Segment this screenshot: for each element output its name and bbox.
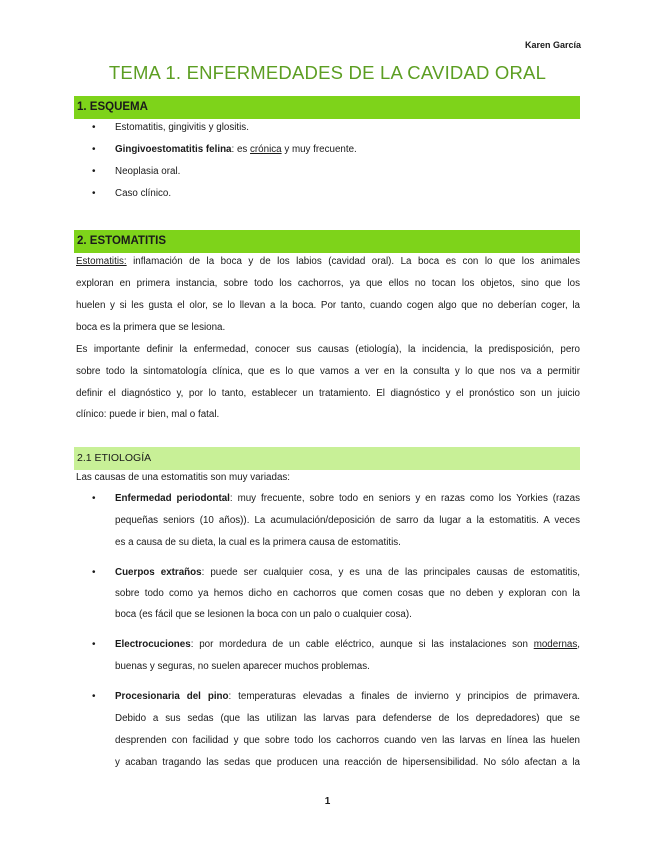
bullet-icon: • [92,144,96,155]
list-item-line: y acaban tragando las sedas que producen una reacción de hipersensibilidad. No sólo afectan a la [115,757,580,768]
list-item [115,638,580,652]
paragraph-line: huelen y si les gusta el olor, se lo llevan a la boca. Por tanto, cuando cogen algo que no deberían coger, la [76,300,580,311]
underlined-term: Estomatitis: [76,256,127,267]
header-author: Karen García [524,40,581,50]
paragraph-line: exploran en primera instancia, sobre todo los cachorros, ya que ellos no tocan los objetos, sino que los [76,278,580,289]
paragraph-line: definir el diagnóstico y, por lo tanto, establecer un tratamiento. El diagnóstico y el pronóstico son un juicio [76,388,580,399]
bold-term: Cuerpos extraños [115,567,202,578]
bullet-icon: • [92,493,96,504]
list-item [115,566,580,580]
subsection-heading-etiologia: 2.1 ETIOLOGÍA [74,447,580,470]
section-heading-estomatitis: 2. ESTOMATITIS [74,230,580,253]
underlined-term: modernas [533,639,578,650]
bullet-icon: • [92,188,96,199]
bullet-icon: • [92,567,96,578]
list-item-line: Debido a sus sedas (que las utilizan las larvas para defenderse de los depredadores) que se [115,713,580,724]
text: : temperaturas elevadas a finales de invierno y principios de primavera. [228,691,580,702]
paragraph-line: sobre todo la sintomatología clínica, que es lo que vamos a ver en la consulta y lo que nos va a permitir [76,366,580,377]
list-item-line: es a causa de su dieta, la cual es la primera causa de estomatitis. [115,537,401,548]
paragraph-line: Las causas de una estomatitis son muy variadas: [76,472,291,483]
list-item-line: buenas y seguras, no suelen aparecer muchos problemas. [115,661,370,672]
text: inflamación de la boca y de los labios (cavidad oral). La boca es con lo que los animales [126,256,580,267]
bold-term: Procesionaria del pino [115,691,229,702]
bullet-icon: • [92,122,96,133]
paragraph-line: clínico: puede ir bien, mal o fatal. [76,409,220,420]
bold-term: Gingivoestomatitis felina [115,144,232,155]
list-item-line: boca (es fácil que se lesionen la boca con un palo o cualquier cosa). [115,609,412,620]
bold-term: Electrocuciones [115,639,191,650]
list-item-line: pequeñas seniors (10 años)). La acumulación/deposición de sarro da lugar a la estomatitis. A veces [115,515,580,526]
section-heading-esquema: 1. ESQUEMA [74,96,580,119]
list-item-line: sobre todo como ya hemos dicho en cachorros que comen cosas que no deben y exploran con la [115,588,580,599]
list-item [115,690,580,704]
text: : puede ser cualquier cosa, y es una de las principales causas de estomatitis, [201,567,580,578]
bullet-icon: • [92,639,96,650]
text: y muy frecuente. [281,144,357,155]
underlined-term: crónica [250,144,282,155]
list-item: Neoplasia oral. [115,166,181,177]
paragraph-line: boca es la primera que se lesiona. [76,322,226,333]
bold-term: Enfermedad periodontal [115,493,230,504]
page-number: 1 [324,796,331,807]
text: : es [231,144,251,155]
paragraph-line [76,255,580,269]
list-item: Estomatitis, gingivitis y glositis. [115,122,249,133]
paragraph-line: Es importante definir la enfermedad, conocer sus causas (etiología), la incidencia, la predisposición, pero [76,344,580,355]
text: : por mordedura de un cable eléctrico, aunque si las instalaciones son [190,639,534,650]
text: : muy frecuente, sobre todo en seniors y en razas como los Yorkies (razas [229,493,580,504]
list-item: Caso clínico. [115,188,172,199]
bullet-icon: • [92,691,96,702]
list-item [115,143,580,157]
list-item-line: desprenden con facilidad y que sobre todo los cachorros cuando ven las larvas en línea las huelen [115,735,580,746]
list-item [115,492,580,506]
bullet-icon: • [92,166,96,177]
text: , [577,639,580,650]
page-title: TEMA 1. ENFERMEDADES DE LA CAVIDAD ORAL [108,62,547,83]
